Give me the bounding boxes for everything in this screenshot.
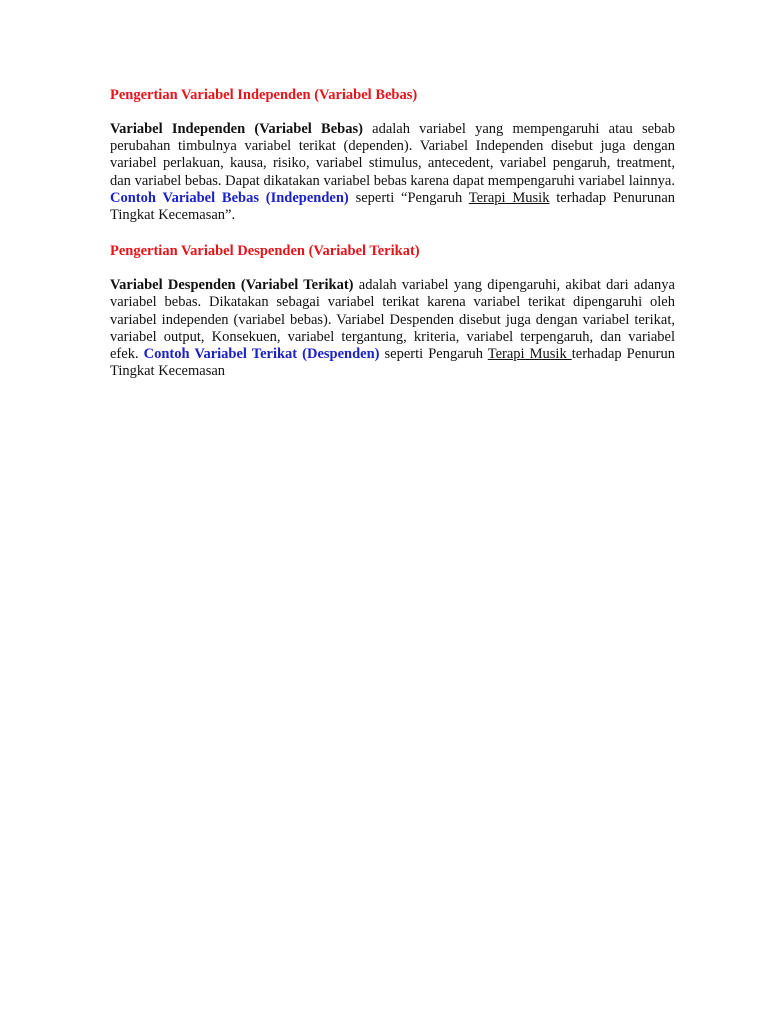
document-content [110,86,675,380]
example-text-end: terhadap Penurun Tingkat Kecemasan [110,346,676,380]
definition-text: adalah variabel yang mempengaruhi atau sebab perubahan timbulnya variabel terikat (dependen). Variabel Independen disebut juga dengan variabel perlakuan, kausa, risiko, variabel stimulus, antecedent, variabel pengaruh, treatment, dan variabel bebas. Dapat dikatakan variabel bebas karena dapat mempengaruhi variabel lainnya. [110,121,675,189]
definition-text: adalah variabel yang dipengaruhi, akibat dari adanya variabel bebas. Dikatakan sebagai variabel terikat karena variabel terikat dipengaruhi oleh variabel independen (variabel bebas). Variabel Despenden disebut juga dengan variabel terikat, variabel output, Konsekuen, variabel tergantung, kriteria, variabel terpengaruh, dan variabel efek. [110,277,675,363]
heading-variabel-despenden: Pengertian Variabel Despenden (Variabel Terikat) [110,243,420,260]
underlined-terapi-musik: Terapi Musik [468,189,550,206]
example-text-end: terhadap Penurunan Tingkat Kecemasan”. [110,189,676,224]
heading-variabel-independen: Pengertian Variabel Independen (Variabel Bebas) [110,87,418,103]
example-link-despenden: Contoh Variabel Terikat (Despenden) [143,346,380,363]
paragraph-variabel-independen [110,121,675,224]
term-variabel-despenden: Variabel Despenden (Variabel Terikat) [110,277,354,294]
underlined-terapi-musik: Terapi Musik [487,346,572,363]
example-text: seperti Pengaruh [379,346,488,363]
term-variabel-independen: Variabel Independen (Variabel Bebas) [110,121,363,137]
example-text: seperti “Pengaruh [348,189,469,206]
paragraph-variabel-despenden [110,277,675,380]
example-link-independen: Contoh Variabel Bebas (Independen) [110,189,349,206]
